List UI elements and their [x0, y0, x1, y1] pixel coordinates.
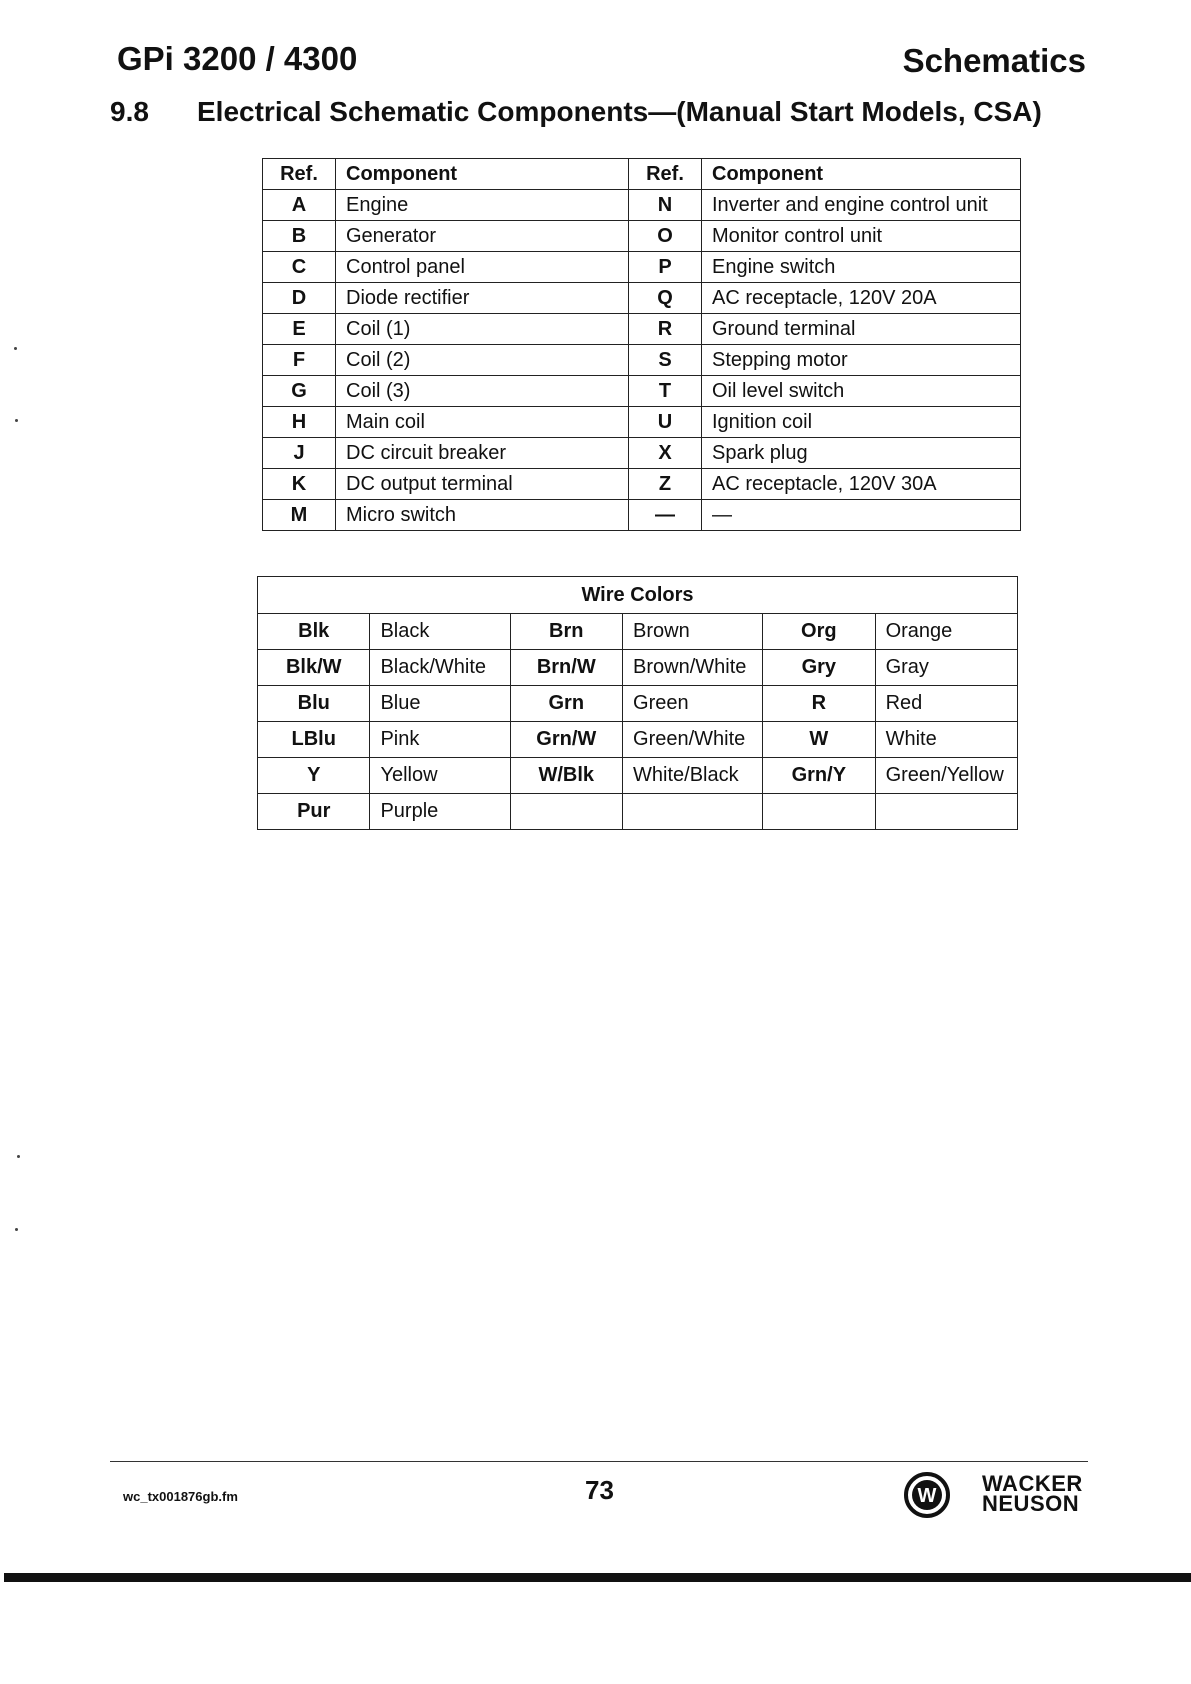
ref-column-header: Ref.: [629, 159, 702, 190]
component-ref: R: [629, 314, 702, 345]
component-row: [263, 190, 1021, 221]
page-number: 73: [585, 1475, 614, 1505]
wire-abbreviation: Brn: [510, 614, 622, 650]
wire-abbreviation: Gry: [763, 650, 875, 686]
wire-abbreviation: [763, 794, 875, 830]
component-ref: B: [263, 221, 336, 252]
wire-color-name: Blue: [370, 686, 510, 722]
wire-abbreviation: [510, 794, 622, 830]
component-row: [263, 469, 1021, 500]
component-ref: Q: [629, 283, 702, 314]
wire-colors-title: Wire Colors: [258, 577, 1018, 614]
wire-abbreviation: Brn/W: [510, 650, 622, 686]
component-row: [263, 500, 1021, 531]
wire-color-name: Purple: [370, 794, 510, 830]
wacker-neuson-logo-icon: [903, 1471, 951, 1519]
wire-color-name: Green/Yellow: [875, 758, 1017, 794]
wire-abbreviation: W: [763, 722, 875, 758]
component-ref: T: [629, 376, 702, 407]
wire-colors-table: [257, 576, 1018, 830]
component-column-header: Component: [336, 159, 629, 190]
component-ref: G: [263, 376, 336, 407]
wire-color-name: White/Black: [623, 758, 763, 794]
wire-abbreviation: Grn/W: [510, 722, 622, 758]
brand-wordmark: [982, 1471, 1083, 1516]
component-ref: U: [629, 407, 702, 438]
component-name: Monitor control unit: [702, 221, 1021, 252]
wire-abbreviation: W/Blk: [510, 758, 622, 794]
component-name: Micro switch: [336, 500, 629, 531]
component-name: Main coil: [336, 407, 629, 438]
scan-speck: [14, 347, 17, 350]
wire-color-name: Pink: [370, 722, 510, 758]
wire-color-row: [258, 686, 1018, 722]
component-name: Coil (2): [336, 345, 629, 376]
component-ref: D: [263, 283, 336, 314]
component-ref: F: [263, 345, 336, 376]
component-ref: O: [629, 221, 702, 252]
component-name: Ignition coil: [702, 407, 1021, 438]
component-ref: K: [263, 469, 336, 500]
component-column-header: Component: [702, 159, 1021, 190]
wire-color-name: [623, 794, 763, 830]
component-name: AC receptacle, 120V 30A: [702, 469, 1021, 500]
component-name: Ground terminal: [702, 314, 1021, 345]
components-header-row: [263, 159, 1021, 190]
section-title: Electrical Schematic Components—(Manual Start Models, CSA): [197, 96, 1042, 127]
wire-color-name: [875, 794, 1017, 830]
component-ref: Z: [629, 469, 702, 500]
wire-abbreviation: Grn/Y: [763, 758, 875, 794]
component-ref: —: [629, 500, 702, 531]
wire-abbreviation: Grn: [510, 686, 622, 722]
component-ref: N: [629, 190, 702, 221]
component-row: [263, 221, 1021, 252]
footer-divider: [110, 1461, 1088, 1462]
wire-abbreviation: Blk/W: [258, 650, 370, 686]
component-ref: J: [263, 438, 336, 469]
footer-filename: wc_tx001876gb.fm: [123, 1489, 238, 1504]
component-name: DC output terminal: [336, 469, 629, 500]
component-name: Stepping motor: [702, 345, 1021, 376]
wire-color-name: Yellow: [370, 758, 510, 794]
component-row: [263, 376, 1021, 407]
logo-letter: W: [917, 1485, 937, 1507]
chapter-title: Schematics: [902, 42, 1086, 79]
component-row: [263, 314, 1021, 345]
component-ref: P: [629, 252, 702, 283]
component-name: Spark plug: [702, 438, 1021, 469]
wire-abbreviation: R: [763, 686, 875, 722]
component-ref: C: [263, 252, 336, 283]
wire-color-row: [258, 794, 1018, 830]
brand-line-2: NEUSON: [982, 1491, 1080, 1516]
wire-abbreviation: Pur: [258, 794, 370, 830]
wire-color-name: Orange: [875, 614, 1017, 650]
component-ref: H: [263, 407, 336, 438]
wire-color-name: Black/White: [370, 650, 510, 686]
wire-abbreviation: Org: [763, 614, 875, 650]
wire-abbreviation: Blu: [258, 686, 370, 722]
component-name: Control panel: [336, 252, 629, 283]
scan-edge-bar: [4, 1573, 1191, 1582]
component-ref: E: [263, 314, 336, 345]
components-table: [262, 158, 1021, 531]
document-model: GPi 3200 / 4300: [117, 40, 358, 77]
wire-color-name: White: [875, 722, 1017, 758]
wire-abbreviation: LBlu: [258, 722, 370, 758]
component-row: [263, 283, 1021, 314]
wire-color-row: [258, 650, 1018, 686]
component-name: Diode rectifier: [336, 283, 629, 314]
wire-color-name: Brown: [623, 614, 763, 650]
wire-color-name: Gray: [875, 650, 1017, 686]
component-ref: A: [263, 190, 336, 221]
component-name: AC receptacle, 120V 20A: [702, 283, 1021, 314]
wire-color-row: [258, 614, 1018, 650]
component-row: [263, 438, 1021, 469]
brand-line-1: WACKER: [982, 1471, 1083, 1496]
component-name: Coil (3): [336, 376, 629, 407]
wire-color-row: [258, 722, 1018, 758]
wire-color-name: Green: [623, 686, 763, 722]
wire-color-name: Black: [370, 614, 510, 650]
wire-color-name: Green/White: [623, 722, 763, 758]
component-name: —: [702, 500, 1021, 531]
wire-colors-title-row: [258, 577, 1018, 614]
wire-color-row: [258, 758, 1018, 794]
component-name: DC circuit breaker: [336, 438, 629, 469]
component-name: Inverter and engine control unit: [702, 190, 1021, 221]
section-number: 9.8: [110, 96, 149, 127]
component-name: Oil level switch: [702, 376, 1021, 407]
wire-color-name: Red: [875, 686, 1017, 722]
component-ref: S: [629, 345, 702, 376]
wire-abbreviation: Y: [258, 758, 370, 794]
scan-speck: [15, 1228, 18, 1231]
wire-abbreviation: Blk: [258, 614, 370, 650]
wire-color-name: Brown/White: [623, 650, 763, 686]
component-row: [263, 345, 1021, 376]
component-name: Coil (1): [336, 314, 629, 345]
component-name: Engine: [336, 190, 629, 221]
component-ref: M: [263, 500, 336, 531]
component-row: [263, 252, 1021, 283]
component-row: [263, 407, 1021, 438]
scan-speck: [17, 1155, 20, 1158]
component-name: Generator: [336, 221, 629, 252]
component-ref: X: [629, 438, 702, 469]
component-name: Engine switch: [702, 252, 1021, 283]
scan-speck: [15, 419, 18, 422]
ref-column-header: Ref.: [263, 159, 336, 190]
